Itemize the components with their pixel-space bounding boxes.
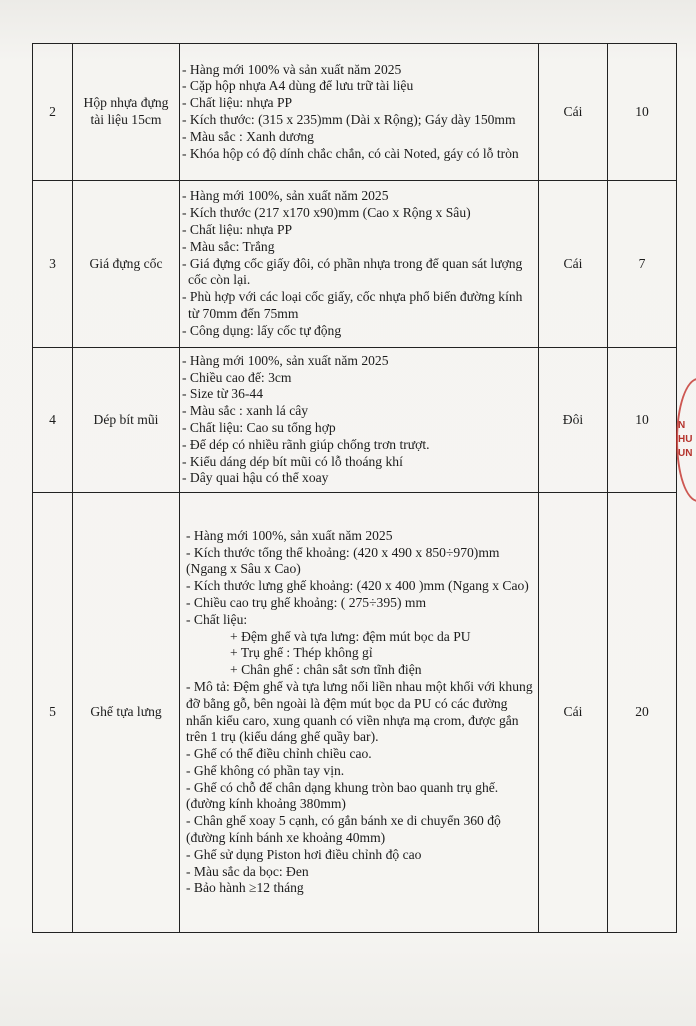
description-line: - Màu sắc: Trắng	[182, 238, 275, 254]
item-unit: Cái	[539, 493, 608, 933]
description-line: - Hàng mới 100%, sản xuất năm 2025	[182, 188, 389, 204]
row-number: 5	[33, 493, 73, 933]
item-unit: Cái	[539, 44, 608, 181]
red-stamp-fragment	[674, 378, 696, 518]
description-line: - Màu sắc : Xanh dương	[182, 128, 314, 144]
description-line: + Chân ghế : chân sắt sơn tĩnh điện	[230, 662, 422, 678]
description-line: - Kích thước lưng ghế khoảng: (420 x 400 )mm (Ngang x Cao)	[186, 578, 529, 594]
item-name: Dép bít mũi	[73, 348, 180, 493]
description-line: - Kích thước (217 x170 x90)mm (Cao x Rộng x Sâu)	[182, 205, 471, 221]
item-unit: Đôi	[539, 348, 608, 493]
table-row	[33, 493, 677, 933]
description-line: - Ghế có chỗ để chân dạng khung tròn bao quanh trụ ghế. (đường kính khoảng 380mm)	[186, 779, 499, 812]
description-line: - Chất liệu:	[186, 611, 248, 627]
item-description	[180, 181, 539, 348]
item-quantity: 20	[608, 493, 677, 933]
description-line: - Màu sắc da bọc: Đen	[186, 863, 309, 879]
description-line: - Chất liệu: Cao su tổng hợp	[182, 420, 336, 435]
description-line: - Kích thước tổng thể khoảng: (420 x 490 x 850÷970)mm (Ngang x Sâu x Cao)	[186, 544, 500, 577]
description-line: - Chất liệu: nhựa PP	[182, 95, 293, 111]
description-line: - Kiểu dáng dép bít mũi có lỗ thoáng khí	[182, 453, 403, 469]
table-row	[33, 348, 677, 493]
row-number: 2	[33, 44, 73, 181]
stamp-text: UN	[678, 448, 693, 459]
table-row	[33, 44, 677, 181]
description-line: - Ghế không có phần tay vịn.	[186, 762, 345, 778]
row-number: 3	[33, 181, 73, 348]
item-description	[180, 348, 539, 493]
item-name: Ghế tựa lưng	[73, 493, 180, 933]
description-line: - Hàng mới 100%, sản xuất năm 2025	[186, 527, 393, 543]
description-line: - Chất liệu: nhựa PP	[182, 222, 293, 237]
row-number: 4	[33, 348, 73, 493]
description-line: - Kích thước: (315 x 235)mm (Dài x Rộng); Gáy dày 150mm	[182, 112, 516, 127]
description-line: + Đệm ghế và tựa lưng: đệm mút bọc da PU	[230, 628, 471, 644]
description-line: - Bảo hành ≥12 tháng	[186, 880, 304, 896]
table-body	[33, 44, 677, 933]
description-line: - Công dụng: lấy cốc tự động	[182, 322, 342, 338]
description-line: - Chiều cao đế: 3cm	[182, 369, 292, 385]
item-description	[180, 493, 539, 933]
item-unit: Cái	[539, 181, 608, 348]
item-description	[180, 44, 539, 181]
item-quantity: 10	[608, 44, 677, 181]
description-line: - Dây quai hậu có thể xoay	[182, 470, 329, 486]
description-line: - Màu sắc : xanh lá cây	[182, 403, 309, 419]
description-line: - Phù hợp với các loại cốc giấy, cốc nhựa phổ biến đường kính từ 70mm đến 75mm	[182, 289, 523, 321]
description-line: - Chiều cao trụ ghế khoảng: ( 275÷395) mm	[186, 594, 427, 610]
description-line: - Mô tả: Đệm ghế và tựa lưng nối liền nhau một khối với khung đỡ bằng gỗ, bên ngoài là đệm mút bọc da PU có các đường nhấn kiểu caro, xung quanh có viền nhựa mạ crom, được gắn trên 1 trụ (kiểu dáng ghế quầy bar).	[186, 678, 533, 745]
description-line: - Ghế có thể điều chỉnh chiều cao.	[186, 746, 372, 762]
description-line: + Trụ ghế : Thép không gỉ	[230, 645, 373, 661]
description-line: - Hàng mới 100%, sản xuất năm 2025	[182, 352, 389, 368]
description-line: - Hàng mới 100% và sản xuất năm 2025	[182, 61, 402, 77]
item-name: Giá đựng cốc	[73, 181, 180, 348]
item-name: Hộp nhựa đựng tài liệu 15cm	[73, 44, 180, 181]
description-line: - Ghế sử dụng Piston hơi điều chỉnh độ cao	[186, 846, 422, 862]
stamp-text: N	[678, 420, 686, 431]
description-line: - Size từ 36-44	[182, 386, 263, 402]
description-line: - Cặp hộp nhựa A4 dùng để lưu trữ tài liệu	[182, 78, 414, 94]
description-line: - Chân ghế xoay 5 cạnh, có gắn bánh xe di chuyển 360 độ (đường kính bánh xe khoảng 40mm)	[186, 813, 501, 846]
table-row	[33, 181, 677, 348]
specification-table	[32, 43, 677, 933]
item-quantity: 7	[608, 181, 677, 348]
description-line: - Khóa hộp có độ dính chắc chắn, có cài Noted, gáy có lỗ tròn	[182, 145, 519, 161]
description-line: - Đế dép có nhiều rãnh giúp chống trơn trượt.	[182, 436, 430, 452]
stamp-text: HU	[678, 434, 693, 445]
item-quantity: 10	[608, 348, 677, 493]
description-line: - Giá đựng cốc giấy đôi, có phần nhựa trong để quan sát lượng cốc còn lại.	[182, 255, 523, 288]
